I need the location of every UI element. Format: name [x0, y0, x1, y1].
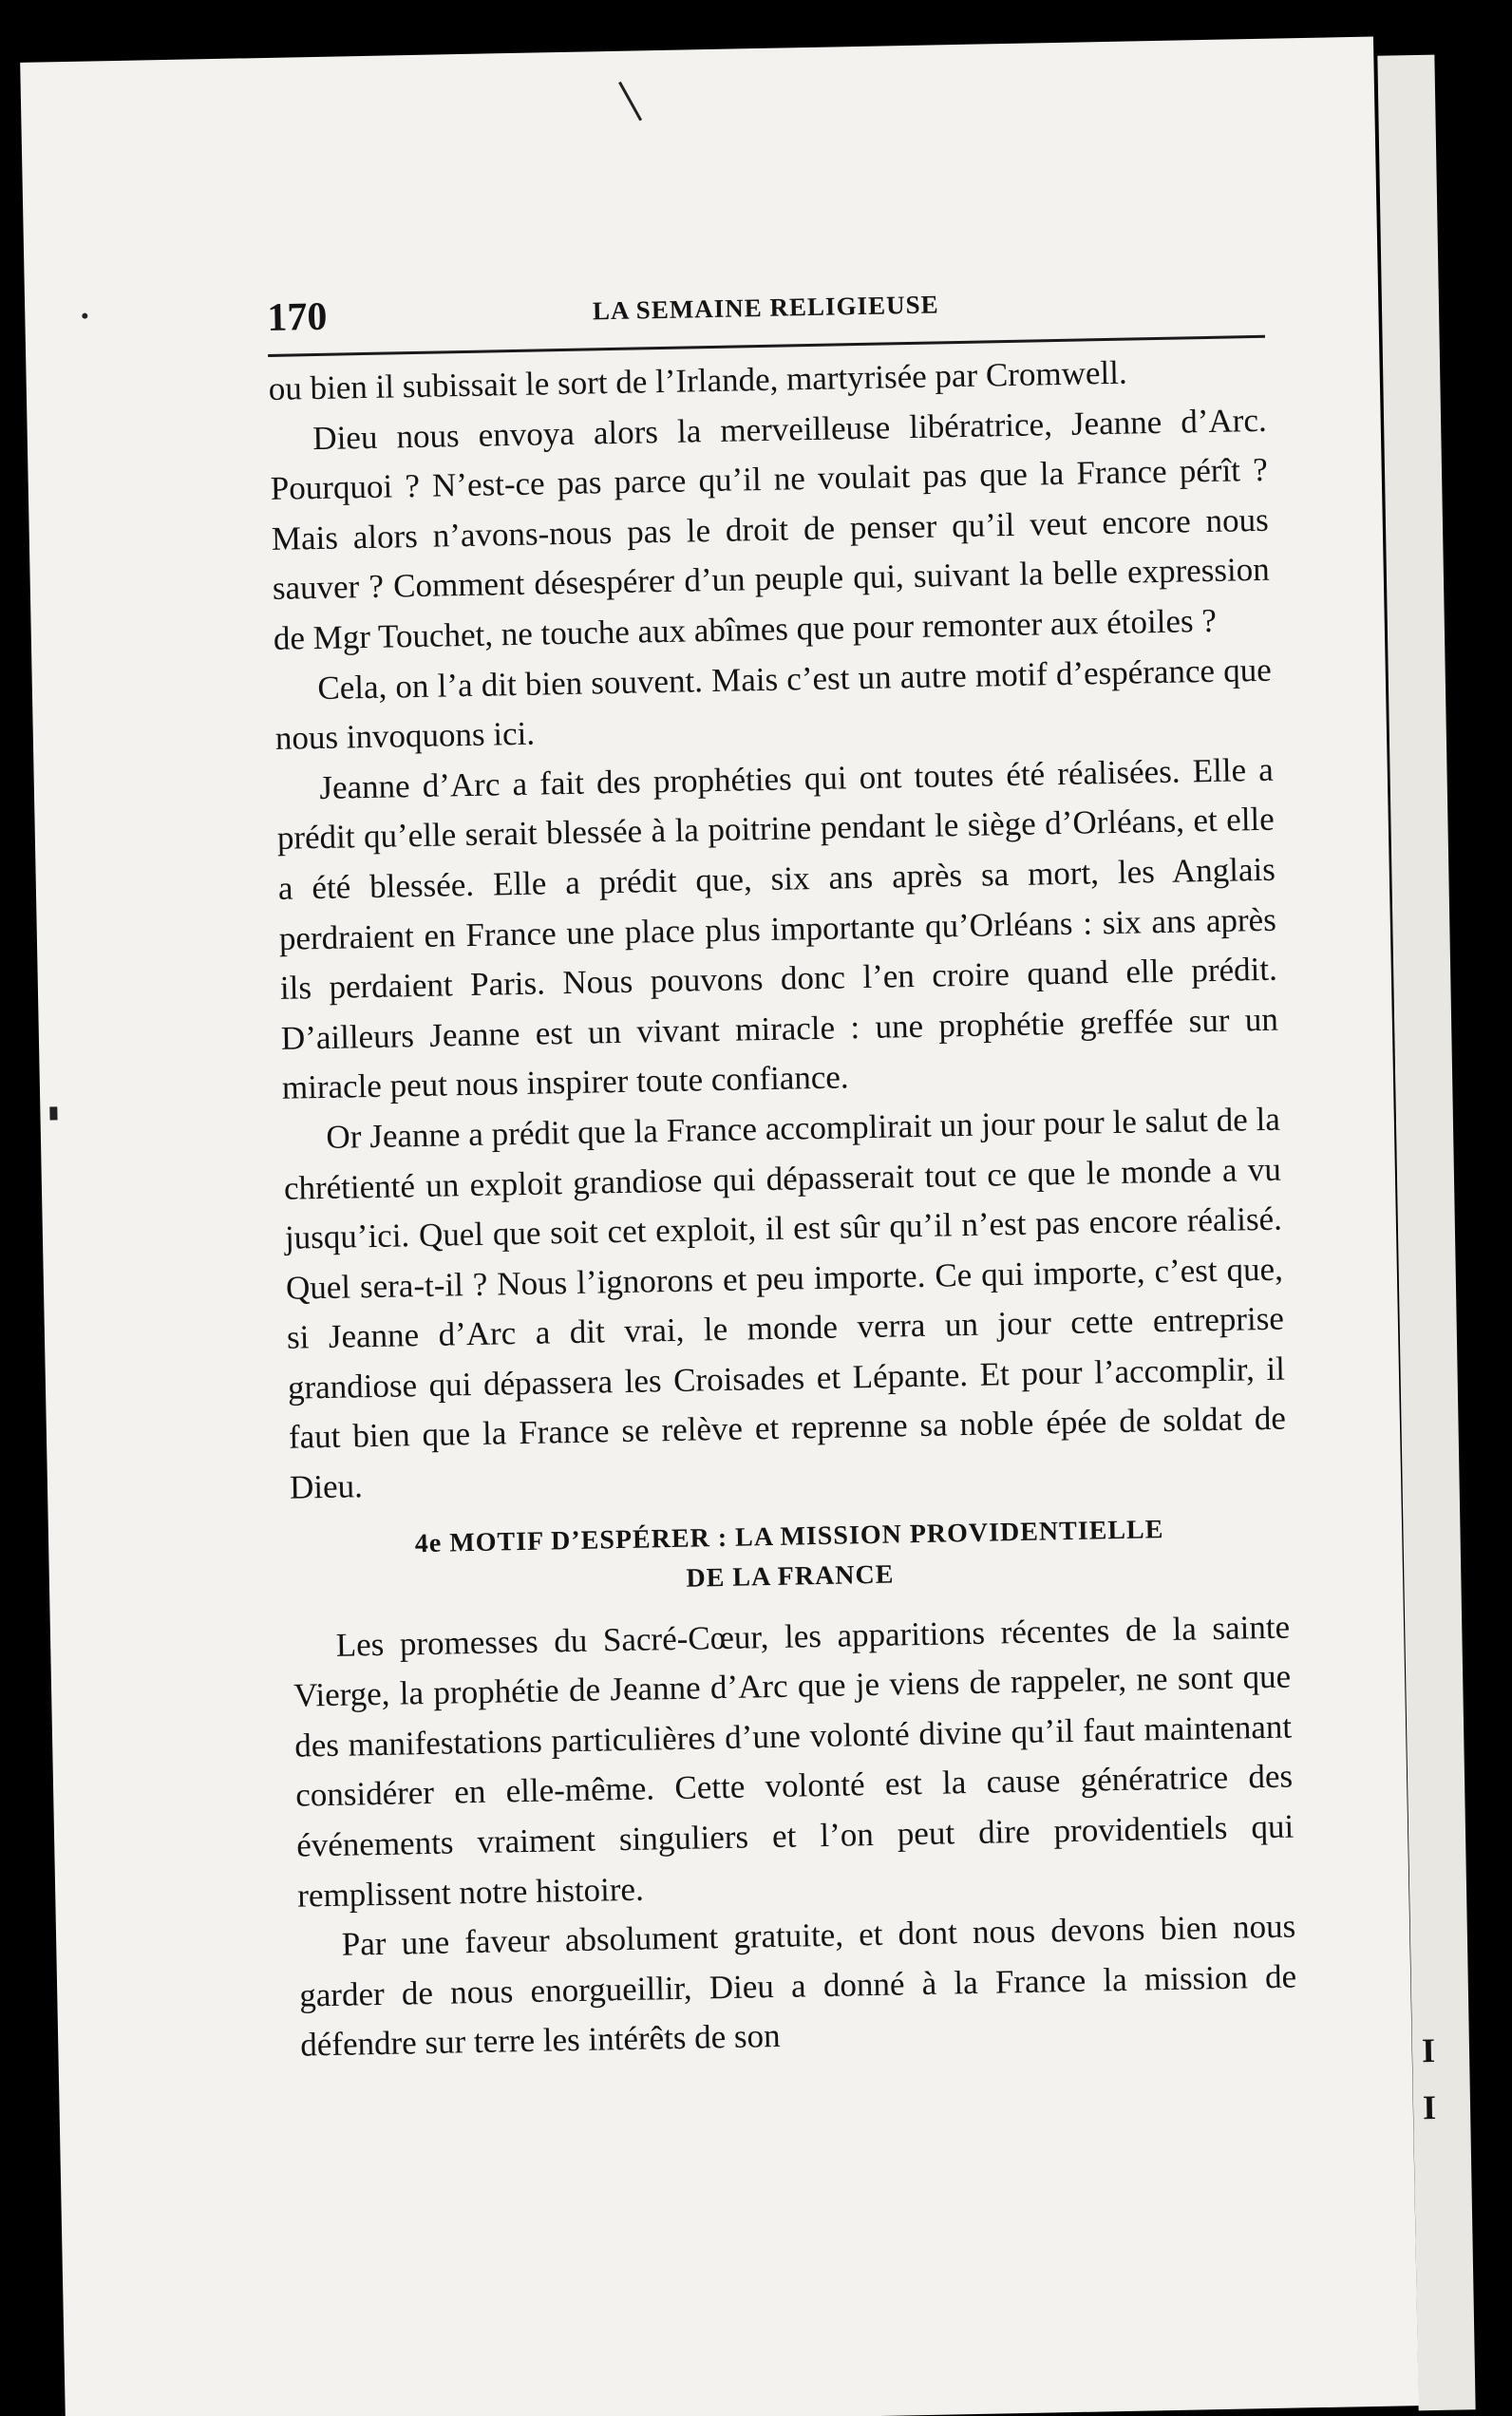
scan-speck — [618, 82, 642, 122]
section-heading-line: DE LA FRANCE — [686, 1559, 895, 1594]
scan-speck — [49, 1106, 57, 1120]
page-header — [267, 276, 1265, 354]
paragraph: Jeanne d’Arc a fait des prophéties qui ont toutes été réalisées. Elle a prédit qu’elle serait blessée à la poitrine pendant le siège d’Orléans, et elle a été blessée. Elle a prédit que, six ans après sa mort, les Anglais perdraient en France une place plus importante qu’Orléans : six ans après ils perdaient Paris. Nous pouvons donc l’en croire quand elle prédit. D’ailleurs Jeanne est un vivant miracle : une prophétie greffée sur un miracle peut nous inspirer toute confiance. — [276, 750, 1279, 1107]
book-page — [20, 37, 1419, 2416]
facing-page-letter: I — [1422, 2087, 1437, 2127]
paragraph: Or Jeanne a prédit que la France accomplirait un jour pour le salut de la chrétienté un exploit grandiose qui dépasserait tout ce que le monde a vu jusqu’ici. Quel que soit cet exploit, il est sûr qu’il n’est pas encore réalisé. Quel sera-t-il ? Nous l’ignorons et peu importe. Ce qui importe, c’est que, si Jeanne d’Arc a dit vrai, le monde verra un jour cette entreprise grandiose qui dépassera les Croisades et Lépante. Et pour l’accomplir, il faut bien que la France se relève et reprenne sa noble épée de soldat de Dieu. — [283, 1100, 1287, 1506]
facing-page-letter: I — [1421, 2030, 1436, 2070]
paragraph: ou bien il subissait le sort de l’Irlande, martyrisée par Cromwell. — [268, 353, 1127, 407]
body-text — [268, 346, 1297, 2071]
paragraph: Cela, on l’a dit bien souvent. Mais c’est un autre motif d’espérance que nous invoquons ici. — [274, 651, 1273, 758]
paragraph: Les promesses du Sacré-Cœur, les apparitions récentes de la sainte Vierge, la prophétie de Jeanne d’Arc que je viens de rappeler, ne sont que des manifestations particulières d’une volonté divine qu’il faut maintenant considérer en elle-même. Cette volonté est la cause génératrice des événements vraiment singuliers et l’on peut dire providentiels qui remplissent notre histoire. — [293, 1608, 1295, 1915]
text-column — [267, 276, 1298, 2071]
running-title: LA SEMAINE RELIGIEUSE — [592, 290, 939, 326]
section-heading-line: 4e MOTIF D’ESPÉRER : LA MISSION PROVIDENTIELLE — [414, 1514, 1164, 1558]
scan-speck — [82, 313, 87, 319]
paragraph: Par une faveur absolument gratuite, et dont nous devons bien nous garder de nous enorgueillir, Dieu a donné à la France la mission de défendre sur terre les intérêts de son — [298, 1907, 1297, 2065]
paragraph: Dieu nous envoya alors la merveilleuse libératrice, Jeanne d’Arc. Pourquoi ? N’est-ce pas parce qu’il ne voulait pas que la France pérît ? Mais alors n’avons-nous pas le droit de penser qu’il veut encore nous sauver ? Comment désespérer d’un peuple qui, suivant la belle expression de Mgr Touchet, ne touche aux abîmes que pour remonter aux étoiles ? — [270, 401, 1271, 657]
section-heading — [291, 1507, 1289, 1606]
page-number: 170 — [266, 294, 328, 340]
